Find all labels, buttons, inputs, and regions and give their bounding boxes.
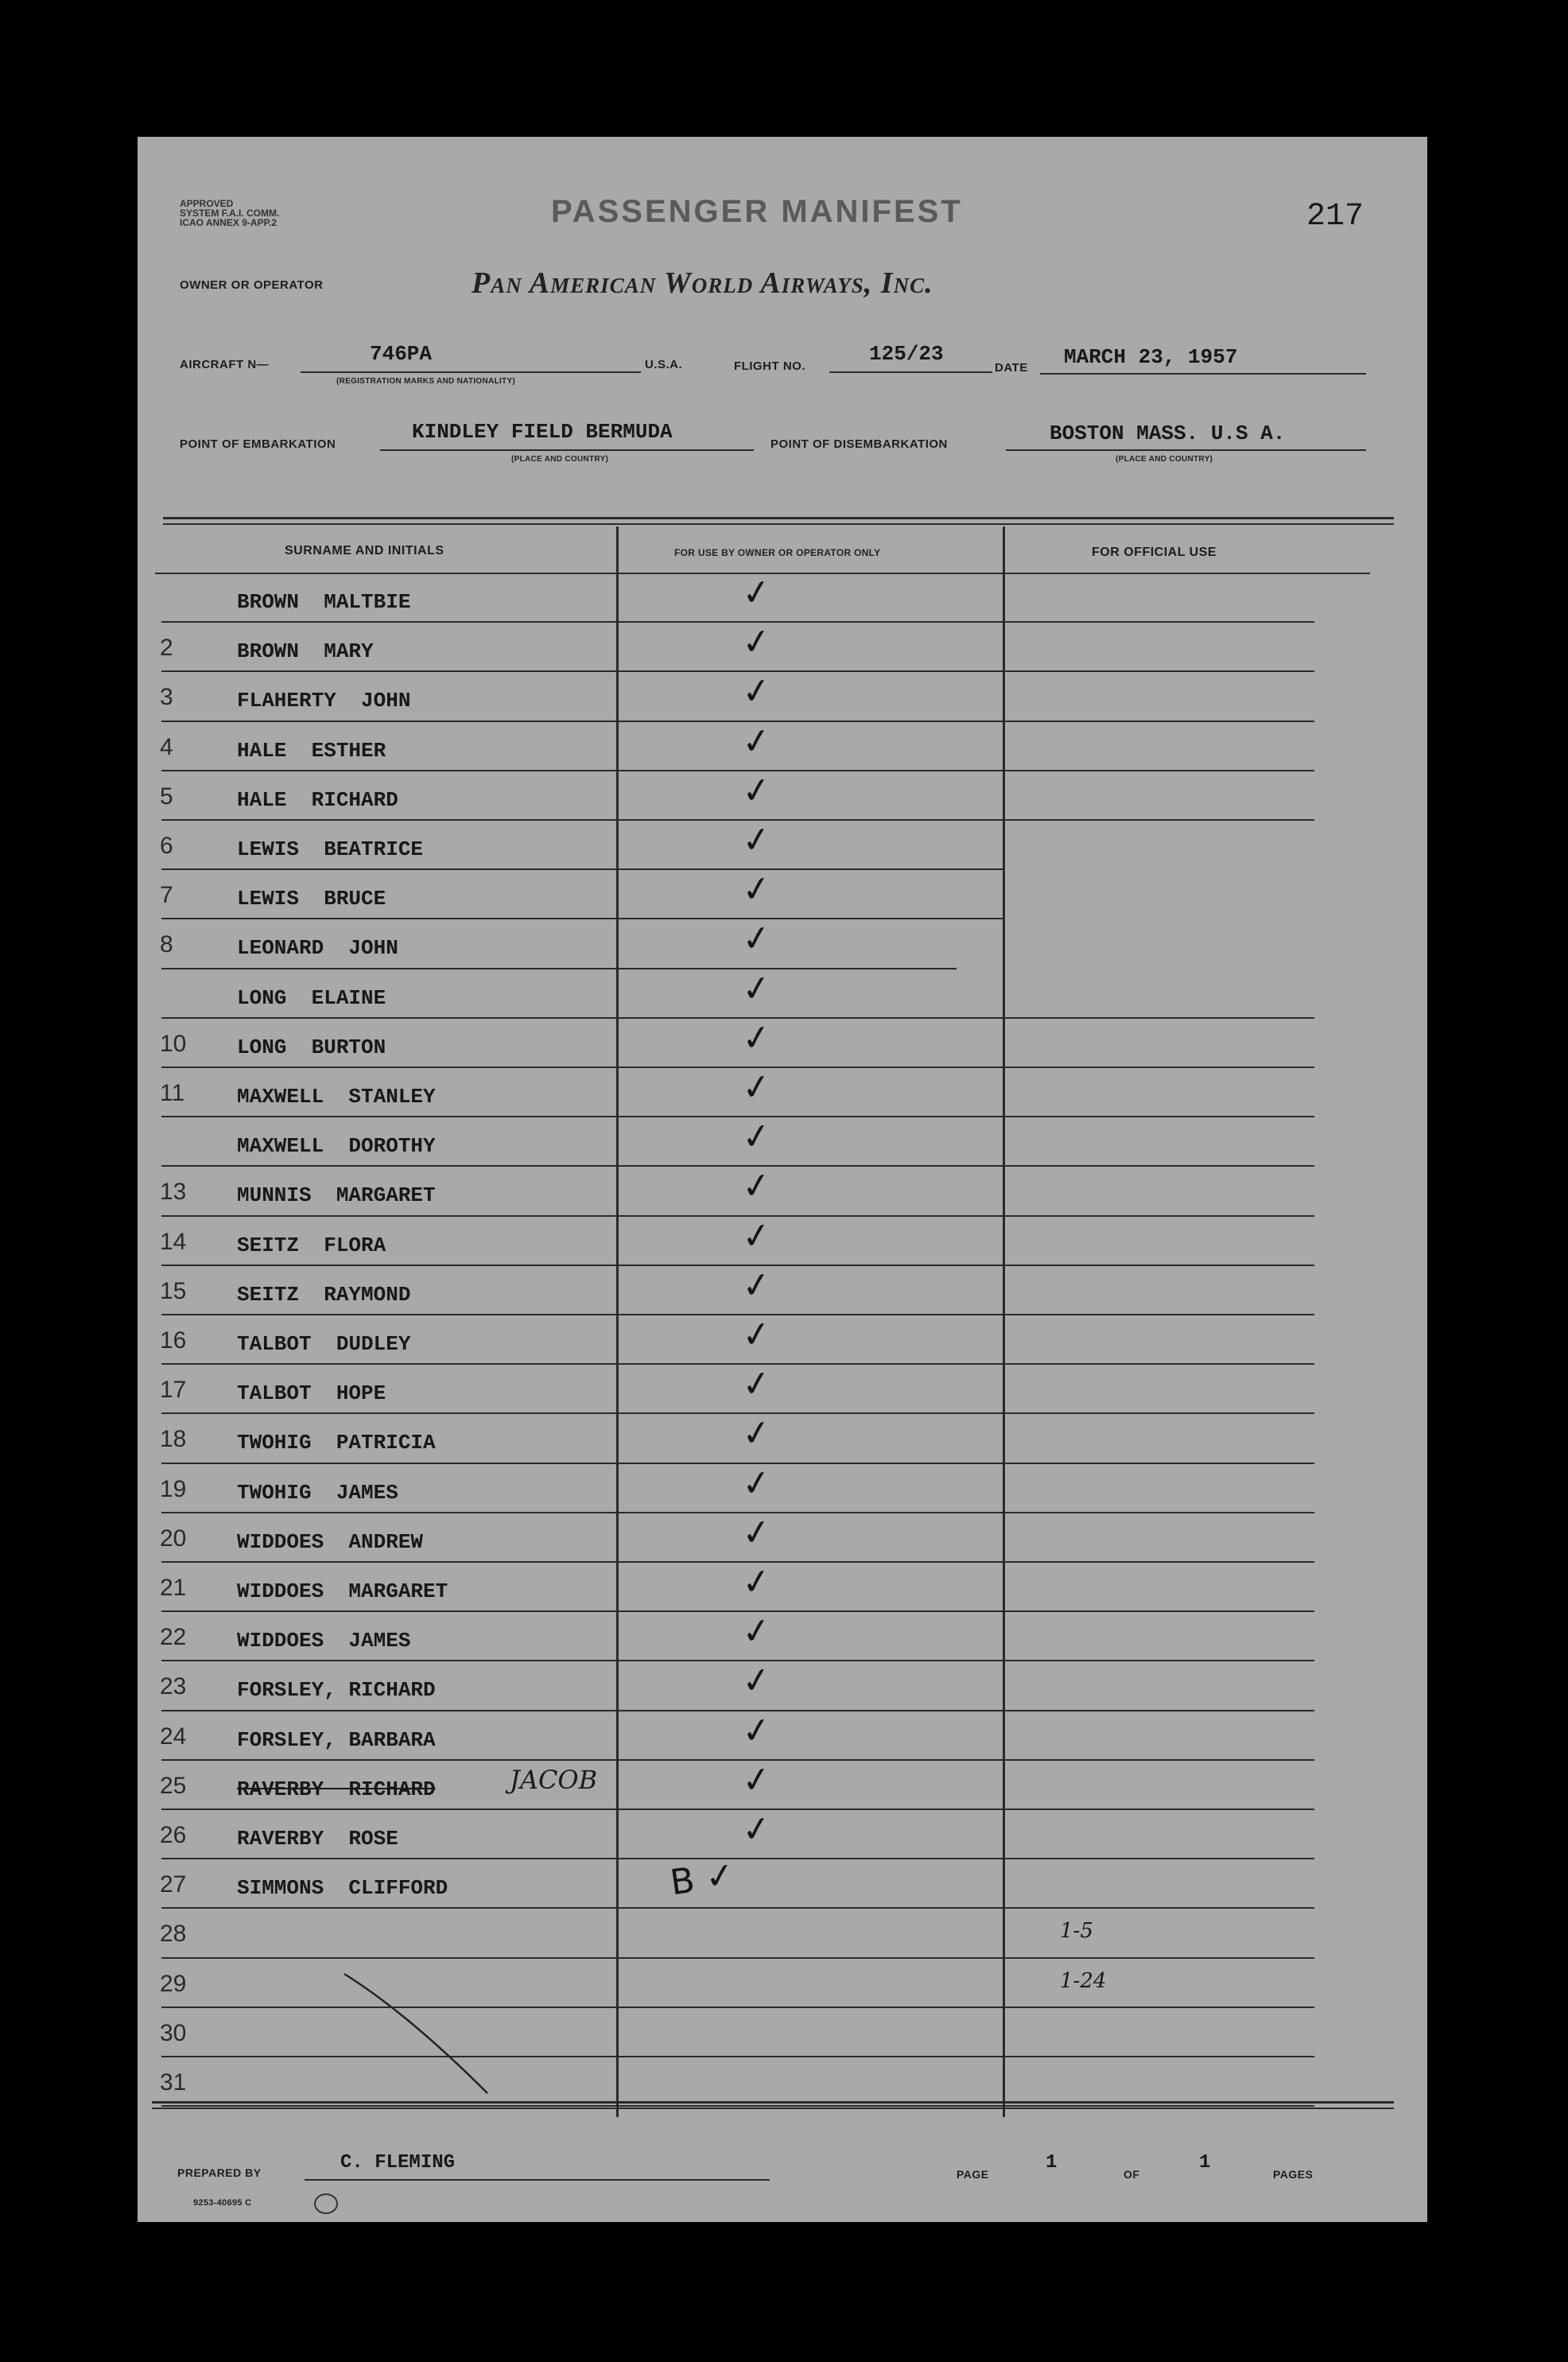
row-number: 6: [160, 833, 173, 859]
disembarkation-value: BOSTON MASS. U.S A.: [1050, 422, 1286, 445]
table-row: [138, 768, 1427, 822]
table-row: [138, 1758, 1427, 1811]
row-number: 2: [160, 635, 173, 662]
table-row: [138, 867, 1427, 920]
row-number: 17: [160, 1377, 187, 1404]
row-number: 27: [160, 1871, 187, 1898]
disembarkation-sublabel: (PLACE AND COUNTRY): [1116, 455, 1213, 464]
table-row: [138, 570, 1427, 624]
table-row: [138, 1708, 1427, 1762]
passenger-name: WIDDOES ANDREW: [237, 1529, 424, 1554]
row-rule: [161, 968, 957, 969]
row-rule: [161, 1512, 1314, 1513]
row-number: 30: [160, 2019, 187, 2046]
row-number: 11: [160, 1080, 185, 1106]
row-rule: [161, 1363, 1314, 1365]
table-row: [138, 2009, 1427, 2058]
row-number: 8: [160, 931, 173, 958]
passenger-name: TALBOT HOPE: [237, 1381, 386, 1406]
table-row: [138, 670, 1427, 722]
passenger-name: MAXWELL DOROTHY: [237, 1134, 436, 1159]
passenger-name: LEWIS BEATRICE: [237, 837, 424, 861]
aircraft-label: AIRCRAFT N—: [180, 358, 270, 371]
handwritten-correction: JACOB: [510, 1764, 598, 1795]
passenger-name: LONG ELAINE: [237, 985, 386, 1010]
operator-name: Pan American World Airways, Inc.: [472, 266, 933, 300]
row-rule: [161, 1907, 1314, 1909]
passenger-name: TWOHIG JAMES: [237, 1480, 398, 1505]
embarkation-label: POINT OF EMBARKATION: [180, 437, 336, 451]
row-number: 15: [160, 1277, 187, 1304]
passenger-name: RAVERBY ROSE: [237, 1827, 398, 1851]
passenger-name: FORSLEY, BARBARA: [237, 1727, 436, 1752]
table-row: [138, 1016, 1427, 1069]
table-row: [138, 1312, 1427, 1366]
check-mark-icon: B ✓: [667, 1854, 738, 1904]
manifest-sheet: [138, 137, 1427, 2222]
passenger-name: HALE RICHARD: [237, 787, 398, 812]
row-number: 24: [160, 1723, 187, 1750]
check-mark-icon: ✓: [739, 917, 774, 962]
check-mark-icon: ✓: [739, 1114, 774, 1160]
row-number: 31: [160, 2069, 187, 2096]
check-mark-icon: ✓: [739, 620, 774, 665]
usa-label: U.S.A.: [645, 358, 683, 371]
check-mark-icon: ✓: [739, 1510, 774, 1556]
row-rule: [161, 1561, 1314, 1563]
row-rule: [161, 621, 1314, 623]
row-number: 5: [160, 783, 173, 810]
page-label: PAGE: [957, 2168, 989, 2181]
check-mark-icon: ✓: [739, 966, 774, 1011]
row-rule: [161, 1165, 1314, 1167]
passenger-name: RAVERBY RICHARD: [237, 1777, 436, 1801]
table-row: [138, 1960, 1427, 2009]
check-mark-icon: ✓: [739, 818, 774, 863]
row-rule: [161, 721, 1314, 722]
row-rule: [161, 770, 1314, 771]
row-rule: [161, 1017, 1314, 1019]
row-rule: [161, 1265, 1314, 1266]
table-row: [138, 1065, 1427, 1118]
strike-through-stroke: [336, 1966, 495, 2101]
check-mark-icon: ✓: [739, 1065, 774, 1110]
row-rule: [161, 1710, 1314, 1711]
owner-label: OWNER OR OPERATOR: [180, 278, 324, 292]
disembarkation-label: POINT OF DISEMBARKATION: [770, 437, 948, 451]
table-row: [138, 1114, 1427, 1167]
table-row: [138, 1214, 1427, 1267]
passenger-name: WIDDOES MARGARET: [237, 1579, 448, 1603]
check-mark-icon: ✓: [739, 1461, 774, 1505]
check-mark-icon: ✓: [739, 1412, 774, 1456]
flight-label: FLIGHT NO.: [734, 359, 805, 373]
aircraft-value: 746PA: [370, 342, 433, 366]
flight-value: 125/23: [869, 342, 944, 366]
date-value: MARCH 23, 1957: [1064, 345, 1238, 369]
row-rule: [161, 918, 1004, 919]
check-mark-icon: ✓: [739, 867, 774, 912]
page-number: 217: [1306, 199, 1364, 235]
passenger-name: MUNNIS MARGARET: [237, 1183, 436, 1208]
embarkation-value: KINDLEY FIELD BERMUDA: [412, 420, 673, 444]
row-rule: [161, 1759, 1314, 1761]
check-mark-icon: ✓: [739, 1758, 774, 1803]
row-number: 10: [160, 1030, 187, 1057]
row-rule: [161, 2105, 1314, 2107]
table-row: [138, 2058, 1427, 2108]
passenger-name: FLAHERTY JOHN: [237, 689, 411, 713]
row-number: 25: [160, 1772, 187, 1799]
table-row: [138, 1362, 1427, 1415]
of-label: OF: [1124, 2168, 1140, 2181]
passenger-name: FORSLEY, RICHARD: [237, 1678, 436, 1703]
passenger-name: LEWIS BRUCE: [237, 887, 386, 911]
passenger-name: TWOHIG PATRICIA: [237, 1431, 436, 1455]
table-row: [138, 966, 1427, 1020]
pages-label: PAGES: [1273, 2168, 1314, 2181]
row-rule: [161, 1858, 1314, 1859]
row-rule: [161, 1066, 1314, 1068]
row-rule: [161, 1808, 1314, 1810]
table-row: [138, 1807, 1427, 1860]
passenger-name: TALBOT DUDLEY: [237, 1332, 411, 1356]
table-row: [138, 917, 1427, 969]
check-mark-icon: ✓: [739, 1362, 774, 1407]
approval-line: ICAO ANNEX 9-APP.2: [180, 217, 278, 228]
official-note: 1-5: [1060, 1919, 1093, 1944]
table-row: [138, 1164, 1427, 1217]
check-mark-icon: ✓: [739, 1164, 774, 1209]
row-number: 26: [160, 1822, 187, 1848]
embarkation-sublabel: (PLACE AND COUNTRY): [511, 455, 609, 464]
row-rule: [161, 1412, 1314, 1414]
check-mark-icon: ✓: [739, 1214, 774, 1258]
approval-line: SYSTEM F.A.I. COMM.: [180, 208, 280, 219]
aircraft-sublabel: (REGISTRATION MARKS AND NATIONALITY): [336, 377, 516, 386]
passenger-name: SIMMONS CLIFFORD: [237, 1876, 448, 1901]
check-mark-icon: ✓: [739, 1312, 774, 1358]
row-number: 28: [160, 1921, 187, 1948]
prepared-by-label: PREPARED BY: [177, 2166, 262, 2179]
row-rule: [161, 2056, 1314, 2057]
official-note: 1-24: [1060, 1968, 1107, 1993]
row-number: 3: [160, 684, 173, 711]
form-number: 9253-40695 C: [193, 2198, 252, 2208]
table-row: [138, 1909, 1427, 1959]
approval-line: APPROVED: [180, 198, 234, 209]
table-row: [138, 1263, 1427, 1316]
row-number: 19: [160, 1475, 187, 1502]
row-number: 4: [160, 733, 173, 760]
approval-stamp: [180, 199, 279, 227]
check-mark-icon: ✓: [739, 1807, 774, 1852]
row-number: 7: [160, 882, 173, 909]
table-row: [138, 818, 1427, 871]
row-number: 21: [160, 1575, 187, 1601]
row-rule: [161, 1215, 1314, 1217]
column-header-official-use: FOR OFFICIAL USE: [1092, 546, 1217, 559]
row-rule: [161, 1116, 1314, 1117]
row-number: 13: [160, 1179, 187, 1206]
row-rule: [161, 1610, 1314, 1612]
check-mark-icon: ✓: [739, 570, 774, 616]
row-rule: [161, 819, 1314, 821]
check-mark-icon: ✓: [739, 1659, 774, 1704]
row-number: 20: [160, 1525, 187, 1552]
passenger-name: BROWN MARY: [237, 639, 374, 664]
table-row: [138, 1854, 1427, 1909]
check-mark-icon: ✓: [739, 1609, 774, 1654]
check-mark-icon: ✓: [739, 1560, 774, 1605]
row-number: 16: [160, 1327, 187, 1354]
row-rule: [161, 1957, 1314, 1959]
row-number: 29: [160, 1970, 187, 1997]
row-number: 22: [160, 1624, 187, 1651]
check-mark-icon: ✓: [739, 1263, 774, 1308]
passenger-name: HALE ESTHER: [237, 738, 386, 763]
table-row: [138, 1609, 1427, 1662]
passenger-name: LONG BURTON: [237, 1035, 386, 1059]
page-title: PASSENGER MANIFEST: [551, 194, 963, 229]
row-number: 14: [160, 1228, 187, 1255]
check-mark-icon: ✓: [739, 719, 774, 763]
union-label-icon: [314, 2193, 338, 2214]
passenger-name: LEONARD JOHN: [237, 936, 398, 961]
row-rule: [161, 2007, 1314, 2008]
date-label: DATE: [995, 361, 1028, 375]
check-mark-icon: ✓: [739, 768, 774, 814]
table-row: [138, 1461, 1427, 1514]
passenger-name: SEITZ RAYMOND: [237, 1282, 411, 1307]
row-rule: [161, 1463, 1314, 1464]
row-rule: [161, 670, 1314, 672]
column-header-owner-use: FOR USE BY OWNER OR OPERATOR ONLY: [674, 547, 881, 558]
passenger-name: BROWN MALTBIE: [237, 590, 411, 614]
table-row: [138, 1412, 1427, 1464]
of-value: 1: [1199, 2152, 1211, 2174]
row-number: 18: [160, 1426, 187, 1453]
check-mark-icon: ✓: [739, 670, 774, 714]
row-rule: [161, 1314, 1314, 1315]
check-mark-icon: ✓: [739, 1016, 774, 1061]
prepared-by-value: C. FLEMING: [340, 2152, 456, 2174]
table-row: [138, 1560, 1427, 1613]
row-rule: [161, 868, 1004, 870]
row-rule: [161, 1660, 1314, 1661]
passenger-name: SEITZ FLORA: [237, 1233, 386, 1257]
check-mark-icon: ✓: [739, 1708, 774, 1753]
table-row: [138, 719, 1427, 772]
table-row: [138, 1510, 1427, 1564]
passenger-name: WIDDOES JAMES: [237, 1629, 411, 1653]
table-row: [138, 1659, 1427, 1711]
page-value: 1: [1046, 2152, 1058, 2174]
table-row: [138, 620, 1427, 673]
column-header-surname: SURNAME AND INITIALS: [285, 544, 444, 557]
passenger-name: MAXWELL STANLEY: [237, 1085, 436, 1109]
row-number: 23: [160, 1673, 187, 1700]
